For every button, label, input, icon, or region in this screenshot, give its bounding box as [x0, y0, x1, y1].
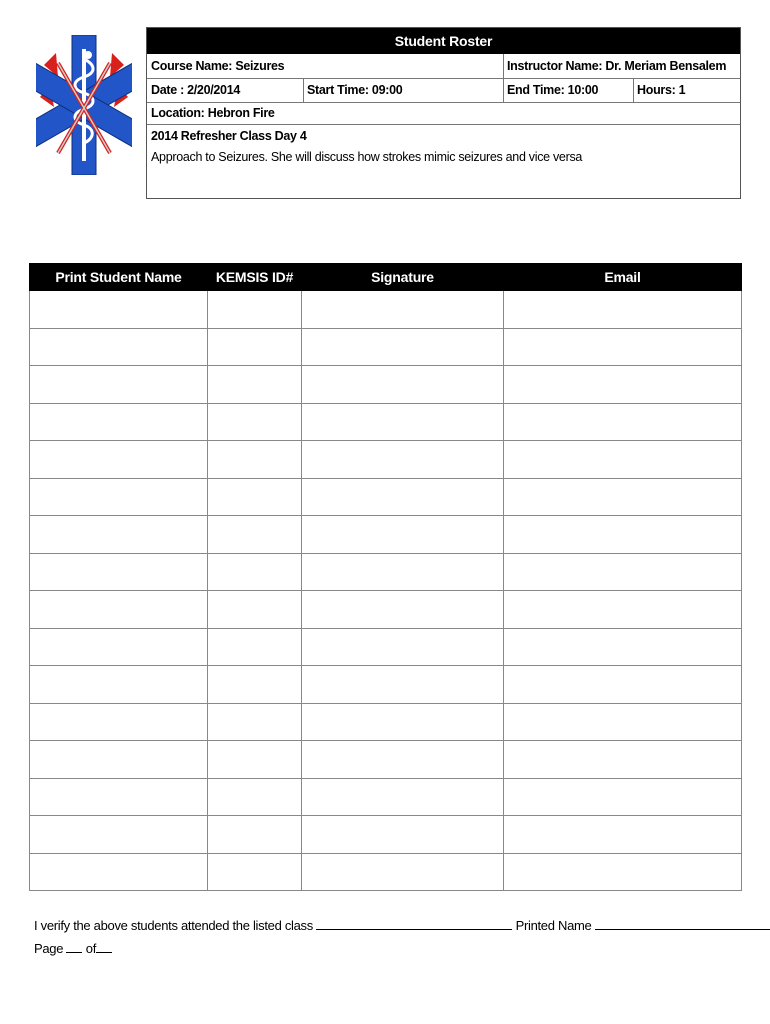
- table-row: [30, 741, 742, 779]
- name-cell[interactable]: [30, 666, 208, 704]
- name-cell[interactable]: [30, 291, 208, 329]
- signature-cell[interactable]: [302, 553, 504, 591]
- instructor-name: Instructor Name: Dr. Meriam Bensalem: [507, 59, 727, 73]
- end-time: End Time: 10:00: [507, 83, 599, 97]
- verification-line: [34, 917, 770, 933]
- kemsis-id-cell[interactable]: [208, 441, 302, 479]
- name-cell[interactable]: [30, 366, 208, 404]
- name-cell[interactable]: [30, 553, 208, 591]
- signature-cell[interactable]: [302, 703, 504, 741]
- verify-text: I verify the above students attended the listed class: [34, 918, 313, 933]
- name-cell[interactable]: [30, 628, 208, 666]
- signature-cell[interactable]: [302, 778, 504, 816]
- signature-cell[interactable]: [302, 291, 504, 329]
- table-row: [30, 441, 742, 479]
- email-cell[interactable]: [504, 628, 742, 666]
- email-cell[interactable]: [504, 778, 742, 816]
- signature-cell[interactable]: [302, 816, 504, 854]
- email-cell[interactable]: [504, 478, 742, 516]
- signature-cell[interactable]: [302, 403, 504, 441]
- course-info-box: [146, 27, 741, 199]
- kemsis-id-cell[interactable]: [208, 741, 302, 779]
- of-label: of: [85, 941, 97, 956]
- column-header-student-name: Print Student Name: [30, 264, 208, 291]
- signature-cell[interactable]: [302, 591, 504, 629]
- email-cell[interactable]: [504, 328, 742, 366]
- email-cell[interactable]: [504, 366, 742, 404]
- kemsis-id-cell[interactable]: [208, 628, 302, 666]
- class-title: 2014 Refresher Class Day 4: [151, 129, 307, 143]
- location: Location: Hebron Fire: [151, 106, 275, 120]
- email-cell[interactable]: [504, 403, 742, 441]
- email-cell[interactable]: [504, 591, 742, 629]
- name-cell[interactable]: [30, 778, 208, 816]
- signature-cell[interactable]: [302, 628, 504, 666]
- kemsis-id-cell[interactable]: [208, 553, 302, 591]
- start-time: Start Time: 09:00: [307, 83, 403, 97]
- table-row: [30, 666, 742, 704]
- course-name: Course Name: Seizures: [151, 59, 285, 73]
- kemsis-id-cell[interactable]: [208, 778, 302, 816]
- name-cell[interactable]: [30, 478, 208, 516]
- printed-name-label: Printed Name: [515, 918, 592, 933]
- column-header-signature: Signature: [302, 264, 504, 291]
- table-row: [30, 628, 742, 666]
- verify-signature-field[interactable]: [316, 917, 512, 930]
- hours: Hours: 1: [637, 83, 686, 97]
- signature-cell[interactable]: [302, 478, 504, 516]
- kemsis-id-cell[interactable]: [208, 291, 302, 329]
- table-row: [30, 778, 742, 816]
- table-row: [30, 403, 742, 441]
- star-of-life-logo-icon: [36, 35, 132, 175]
- table-row: [30, 328, 742, 366]
- table-header-row: [30, 264, 742, 291]
- email-cell[interactable]: [504, 853, 742, 891]
- table-row: [30, 366, 742, 404]
- signature-cell[interactable]: [302, 516, 504, 554]
- email-cell[interactable]: [504, 741, 742, 779]
- name-cell[interactable]: [30, 403, 208, 441]
- name-cell[interactable]: [30, 516, 208, 554]
- signature-cell[interactable]: [302, 666, 504, 704]
- kemsis-id-cell[interactable]: [208, 366, 302, 404]
- page-number-field[interactable]: [66, 940, 82, 953]
- kemsis-id-cell[interactable]: [208, 853, 302, 891]
- table-row: [30, 478, 742, 516]
- email-cell[interactable]: [504, 703, 742, 741]
- signature-cell[interactable]: [302, 741, 504, 779]
- email-cell[interactable]: [504, 553, 742, 591]
- kemsis-id-cell[interactable]: [208, 703, 302, 741]
- student-roster-table: [29, 263, 742, 891]
- table-row: [30, 816, 742, 854]
- name-cell[interactable]: [30, 591, 208, 629]
- course-date: Date : 2/20/2014: [151, 83, 241, 97]
- name-cell[interactable]: [30, 703, 208, 741]
- table-row: [30, 553, 742, 591]
- signature-cell[interactable]: [302, 366, 504, 404]
- signature-cell[interactable]: [302, 853, 504, 891]
- name-cell[interactable]: [30, 328, 208, 366]
- table-row: [30, 853, 742, 891]
- kemsis-id-cell[interactable]: [208, 328, 302, 366]
- name-cell[interactable]: [30, 741, 208, 779]
- class-description: Approach to Seizures. She will discuss how strokes mimic seizures and vice versa: [151, 150, 583, 164]
- name-cell[interactable]: [30, 853, 208, 891]
- email-cell[interactable]: [504, 816, 742, 854]
- column-header-email: Email: [504, 264, 742, 291]
- kemsis-id-cell[interactable]: [208, 666, 302, 704]
- roster-rows: [30, 291, 742, 891]
- email-cell[interactable]: [504, 516, 742, 554]
- table-row: [30, 703, 742, 741]
- email-cell[interactable]: [504, 291, 742, 329]
- kemsis-id-cell[interactable]: [208, 816, 302, 854]
- roster-title: Student Roster: [147, 28, 740, 54]
- table-row: [30, 516, 742, 554]
- table-row: [30, 291, 742, 329]
- kemsis-id-cell[interactable]: [208, 591, 302, 629]
- kemsis-id-cell[interactable]: [208, 516, 302, 554]
- signature-cell[interactable]: [302, 441, 504, 479]
- kemsis-id-cell[interactable]: [208, 478, 302, 516]
- email-cell[interactable]: [504, 666, 742, 704]
- page-number-line: [34, 940, 112, 956]
- table-row: [30, 591, 742, 629]
- printed-name-field[interactable]: [595, 917, 770, 930]
- column-header-kemsis-id: KEMSIS ID#: [208, 264, 302, 291]
- name-cell[interactable]: [30, 816, 208, 854]
- name-cell[interactable]: [30, 441, 208, 479]
- page-total-field[interactable]: [96, 940, 112, 953]
- page-label: Page: [34, 941, 64, 956]
- kemsis-id-cell[interactable]: [208, 403, 302, 441]
- email-cell[interactable]: [504, 441, 742, 479]
- signature-cell[interactable]: [302, 328, 504, 366]
